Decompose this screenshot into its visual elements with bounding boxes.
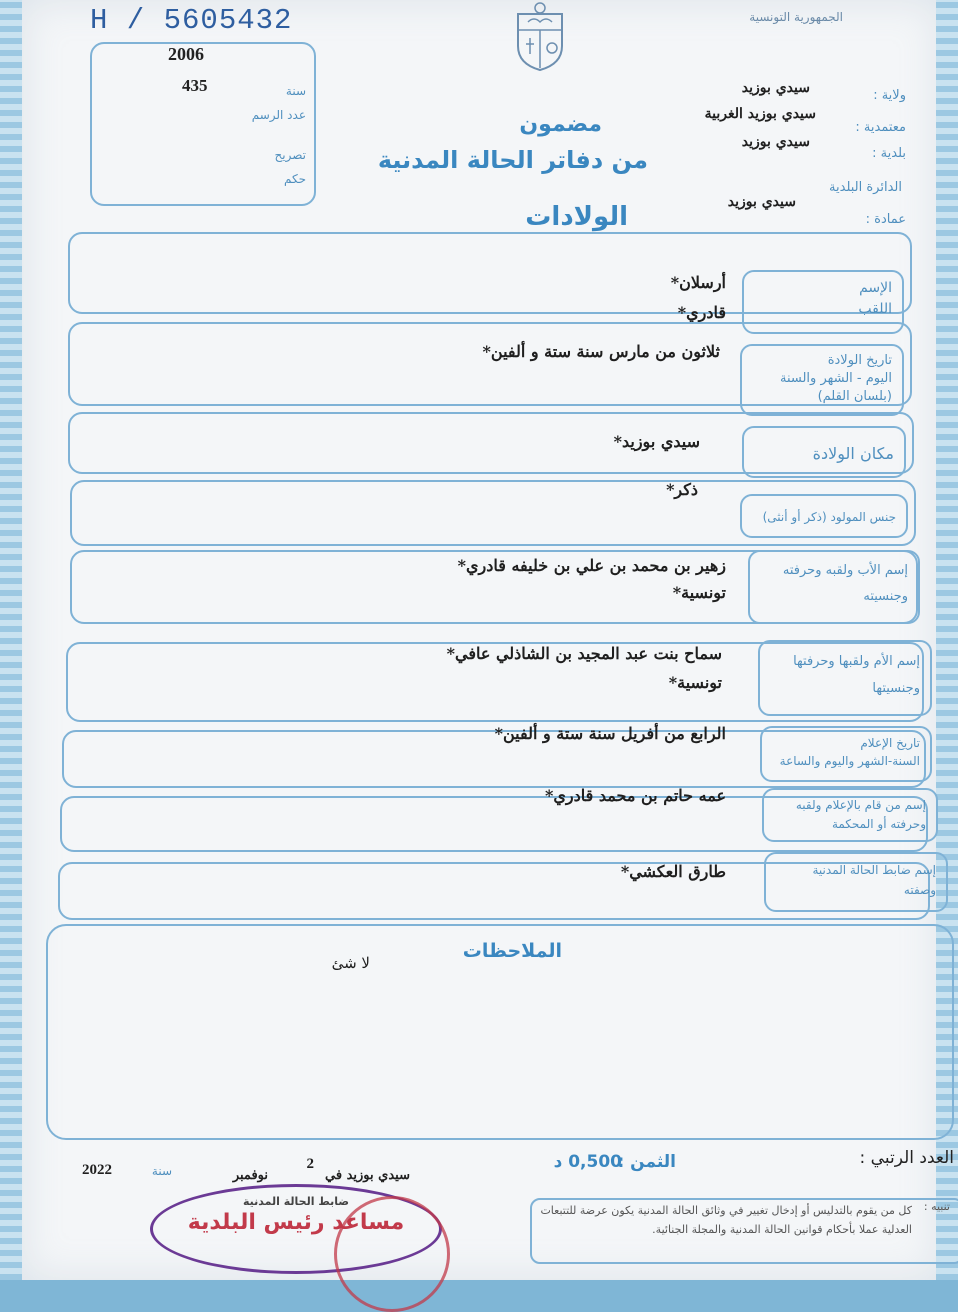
wilaya-value: سيدي بوزيد <box>741 80 810 96</box>
field-label-declarant: إسم من قام بالإعلام ولقبه وحرفته أو المحكمة <box>762 788 938 842</box>
stamp-top-text: ضابط الحالة المدنية <box>242 1195 349 1208</box>
field-label-father: إسم الأب ولقبه وحرفته وجنسيته <box>748 550 920 624</box>
declaration-label: تصريح <box>274 148 306 162</box>
serial-number: H / 5605432 <box>90 4 293 37</box>
field-label-sex: جنس المولود (ذكر أو أنثى) <box>740 494 908 538</box>
notice-label: تنبيه : <box>923 1200 950 1213</box>
issue-month: نوفمبر <box>232 1168 268 1183</box>
issue-year-value: 2022 <box>82 1162 112 1178</box>
field-label-mother: إسم الأم ولقبها وحرفتها وجنسيتها <box>758 640 932 716</box>
tunisia-coat-of-arms-icon <box>512 0 568 72</box>
price-label: الثمن : <box>617 1152 676 1172</box>
field-label-declaration-date: تاريخ الإعلام السنة-الشهر واليوم والساعة <box>760 726 932 782</box>
field-value-declaration-date: الرابع من أفريل سنة ستة و ألفين* <box>494 724 726 743</box>
registry-year-label: سنة <box>285 84 306 98</box>
field-label-civil-officer: إسم ضابط الحالة المدنية وصفته <box>764 852 948 912</box>
stamp-main-text: مساعد رئيس البلدية <box>187 1210 405 1235</box>
omda-label: عمادة : <box>865 212 906 227</box>
judgment-label: حكم <box>283 172 306 186</box>
field-value-name: أرسلان* قادري* <box>670 273 726 323</box>
field-value-father: زهير بن محمد بن علي بن خليفه قادري* تونسية* <box>457 556 726 603</box>
daira-label: الدائرة البلدية <box>829 180 902 195</box>
title-line-1: مضمون <box>519 112 602 137</box>
field-value-mother: سماح بنت عبد المجيد بن الشاذلي عافي* تونسية* <box>446 644 722 692</box>
republic-label: الجمهورية التونسية <box>749 10 843 24</box>
serial-number-label: العدد الرتبي : <box>859 1148 954 1168</box>
notice-text: كل من يقوم بالتدليس أو إدخال تغيير في وثائق الحالة المدنية يكون عرضة للتتبعات العدلية عملا بأحكام قوانين الحالة المدنية والمجلة الجنائية. <box>540 1204 912 1236</box>
omda-value: سيدي بوزيد <box>727 194 796 210</box>
mutamadiya-value: سيدي بوزيد الغربية <box>704 106 816 122</box>
title-line-2: من دفاتر الحالة المدنية <box>377 146 648 174</box>
field-value-sex: ذكر* <box>666 480 698 499</box>
field-value-civil-officer: طارق العكشي* <box>620 862 726 881</box>
mutamadiya-label: معتمدية : <box>855 120 906 135</box>
registry-number-label: عدد الرسم <box>251 108 306 122</box>
issue-place: سيدي بوزيد في <box>325 1168 410 1183</box>
baladiya-value: سيدي بوزيد <box>741 134 810 150</box>
remarks-value: لا شئ <box>331 954 370 972</box>
field-value-birth-date: ثلاثون من مارس سنة ستة و ألفين* <box>482 342 720 361</box>
issue-year-label: سنة <box>151 1164 172 1178</box>
section-title: الولادات <box>525 202 628 232</box>
registry-number-value: 435 <box>182 76 208 95</box>
field-label-birth-date: تاريخ الولادة اليوم - الشهر والسنة (بلسان القلم) <box>740 344 904 416</box>
price-value: 0,500 د <box>553 1152 622 1172</box>
left-decorative-border <box>0 0 22 1280</box>
field-label-birth-place: مكان الولادة <box>742 426 906 478</box>
field-value-declarant: عمه حاتم بن محمد قادري* <box>545 786 726 805</box>
wilaya-label: ولاية : <box>873 88 906 103</box>
remarks-label: الملاحظات <box>462 940 562 962</box>
registry-year-value: 2006 <box>168 44 204 64</box>
issue-day: 2 <box>306 1156 314 1172</box>
registry-box <box>90 42 316 206</box>
field-label-name: الإسم اللقب <box>742 270 904 334</box>
baladiya-label: بلدية : <box>872 146 906 161</box>
field-value-birth-place: سيدي بوزيد* <box>613 432 700 451</box>
round-seal-icon <box>334 1196 450 1312</box>
